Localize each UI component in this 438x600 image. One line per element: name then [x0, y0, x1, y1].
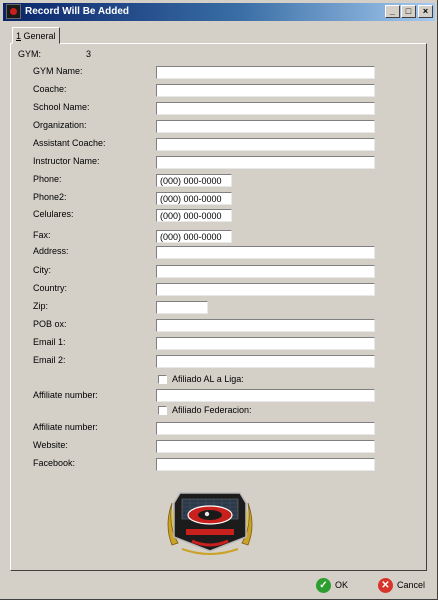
affiliate-number-liga-label: Affiliate number: [33, 390, 98, 400]
gym-value: 3 [86, 49, 92, 59]
app-logo-icon [6, 4, 21, 19]
gym-label: GYM: [18, 49, 42, 59]
ok-button[interactable] [316, 575, 348, 595]
address-label: Address: [33, 246, 69, 256]
celulares-input[interactable] [156, 209, 232, 222]
facebook-input[interactable] [156, 458, 375, 471]
assistant-coache-label: Assistant Coache: [33, 138, 106, 148]
tab-label: General [21, 31, 56, 41]
afiliado-liga-label: Afiliado AL a Liga: [172, 374, 244, 384]
afiliado-federacion-label: Afiliado Federacion: [172, 405, 252, 415]
email1-label: Email 1: [33, 337, 66, 347]
city-input[interactable] [156, 265, 375, 278]
website-input[interactable] [156, 440, 375, 453]
checkmark-icon: ✓ [316, 578, 331, 593]
assistant-coache-input[interactable] [156, 138, 375, 151]
title-bar[interactable] [3, 3, 435, 21]
school-name-input[interactable] [156, 102, 375, 115]
celulares-label: Celulares: [33, 209, 74, 219]
instructor-name-input[interactable] [156, 156, 375, 169]
afiliado-federacion-checkbox[interactable] [158, 406, 167, 415]
organization-input[interactable] [156, 120, 375, 133]
fax-label: Fax: [33, 230, 51, 240]
phone2-label: Phone2: [33, 192, 67, 202]
affiliate-number-liga-input[interactable] [156, 389, 375, 402]
website-label: Website: [33, 440, 68, 450]
email2-input[interactable] [156, 355, 375, 368]
cancel-button[interactable] [378, 575, 425, 595]
affiliate-number-federacion-label: Affiliate number: [33, 422, 98, 432]
window-title: Record Will Be Added [25, 6, 129, 17]
organization-label: Organization: [33, 120, 87, 130]
facebook-label: Facebook: [33, 458, 76, 468]
pob-label: POB ox: [33, 319, 67, 329]
country-label: Country: [33, 283, 68, 293]
phone2-input[interactable] [156, 192, 232, 205]
cross-icon: ✕ [378, 578, 393, 593]
tab-number: 1 [16, 31, 22, 41]
pob-input[interactable] [156, 319, 375, 332]
cancel-label: Cancel [397, 580, 426, 590]
coache-input[interactable] [156, 84, 375, 97]
phone-label: Phone: [33, 174, 62, 184]
city-label: City: [33, 265, 51, 275]
close-button[interactable]: × [418, 5, 433, 18]
gym-name-label: GYM Name: [33, 66, 83, 76]
instructor-name-label: Instructor Name: [33, 156, 100, 166]
minimize-button[interactable]: _ [385, 5, 400, 18]
school-name-label: School Name: [33, 102, 90, 112]
address-input[interactable] [156, 246, 375, 259]
email1-input[interactable] [156, 337, 375, 350]
email2-label: Email 2: [33, 355, 66, 365]
tab-general[interactable] [12, 27, 60, 44]
zip-input[interactable] [156, 301, 208, 314]
fax-input[interactable] [156, 230, 232, 243]
country-input[interactable] [156, 283, 375, 296]
afiliado-liga-checkbox[interactable] [158, 375, 167, 384]
coache-label: Coache: [33, 84, 67, 94]
ok-label: OK [335, 580, 349, 590]
maximize-button[interactable]: □ [401, 5, 416, 18]
gym-logo-emblem [162, 485, 258, 557]
affiliate-number-federacion-input[interactable] [156, 422, 375, 435]
gym-name-input[interactable] [156, 66, 375, 79]
phone-input[interactable] [156, 174, 232, 187]
zip-label: Zip: [33, 301, 49, 311]
